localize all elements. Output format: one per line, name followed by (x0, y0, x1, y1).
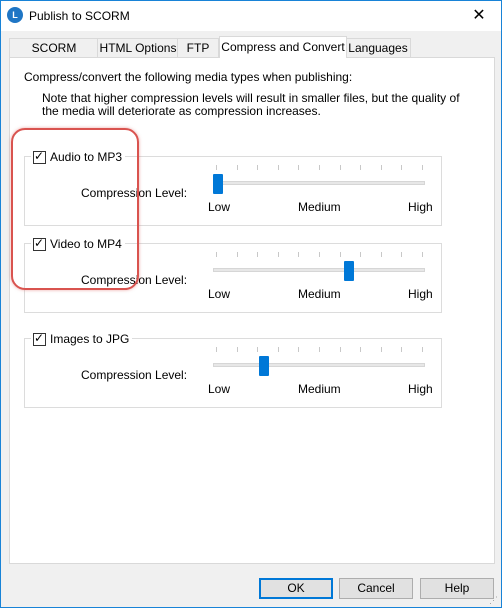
slider-tick (340, 165, 341, 170)
images-checkbox-row[interactable] (31, 331, 132, 347)
slider-tick (216, 252, 217, 257)
slider-tick (401, 252, 402, 257)
slider-tick (278, 165, 279, 170)
slider-tick (319, 165, 320, 170)
slider-tick (237, 165, 238, 170)
slider-track (213, 268, 425, 272)
scale-high: High (408, 200, 433, 214)
slider-tick (237, 252, 238, 257)
slider-tick (257, 165, 258, 170)
slider-ticks (213, 165, 425, 171)
tab-languages[interactable]: Languages (345, 38, 411, 57)
slider-tick (360, 252, 361, 257)
slider-tick (422, 347, 423, 352)
tab-scorm-options[interactable]: SCORM (9, 38, 99, 57)
slider-thumb[interactable] (344, 261, 354, 281)
intro-text: Compress/convert the following media types when publishing: (24, 70, 353, 84)
slider-tick (298, 252, 299, 257)
slider-tick (340, 252, 341, 257)
audio-label: Audio to MP3 (50, 150, 123, 164)
tab-compress-and-convert[interactable]: Compress and Convert (219, 36, 347, 58)
images-compression-slider[interactable] (213, 347, 425, 377)
scale-medium: Medium (298, 200, 341, 214)
video-level-label: Compression Level: (81, 273, 188, 287)
slider-tick (278, 347, 279, 352)
audio-compression-slider[interactable] (213, 165, 425, 195)
close-icon[interactable]: ✕ (472, 7, 486, 24)
checkmark-icon: ✓ (34, 330, 45, 345)
scale-high: High (408, 382, 433, 396)
slider-tick (381, 347, 382, 352)
images-level-label: Compression Level: (81, 368, 188, 382)
checkmark-icon: ✓ (34, 235, 45, 250)
slider-tick (257, 347, 258, 352)
app-icon: L (7, 7, 23, 23)
slider-track (213, 363, 425, 367)
compression-note: Note that higher compression levels will result in smaller files, but the quality of the media will deteriorate as compression increases. (42, 91, 460, 118)
slider-ticks (213, 252, 425, 258)
audio-scale (208, 200, 436, 214)
scale-low: Low (208, 200, 231, 214)
help-button[interactable]: Help (420, 578, 494, 599)
checkmark-icon: ✓ (34, 148, 45, 163)
cancel-button[interactable]: Cancel (339, 578, 413, 599)
video-label: Video to MP4 (50, 237, 122, 251)
annotation-highlight (11, 128, 139, 290)
tab-ftp[interactable]: FTP (177, 38, 219, 57)
slider-track (213, 181, 425, 185)
slider-tick (422, 165, 423, 170)
slider-tick (278, 252, 279, 257)
slider-thumb[interactable] (213, 174, 223, 194)
images-label: Images to JPG (50, 332, 130, 346)
slider-tick (340, 347, 341, 352)
slider-tick (381, 165, 382, 170)
ok-button[interactable]: OK (259, 578, 333, 599)
images-scale (208, 382, 436, 396)
slider-tick (216, 347, 217, 352)
video-scale (208, 287, 436, 301)
slider-tick (360, 165, 361, 170)
audio-level-label: Compression Level: (81, 186, 188, 200)
video-compression-slider[interactable] (213, 252, 425, 282)
slider-tick (298, 347, 299, 352)
images-group (24, 330, 442, 408)
slider-tick (360, 347, 361, 352)
title-bar (1, 1, 501, 31)
slider-tick (319, 252, 320, 257)
slider-thumb[interactable] (259, 356, 269, 376)
slider-tick (237, 347, 238, 352)
scale-low: Low (208, 382, 231, 396)
scale-high: High (408, 287, 433, 301)
slider-tick (381, 252, 382, 257)
slider-tick (319, 347, 320, 352)
resize-grip-icon[interactable]: ⋰ (489, 595, 498, 605)
scale-medium: Medium (298, 382, 341, 396)
tab-bar (9, 36, 493, 58)
slider-tick (257, 252, 258, 257)
window-title: Publish to SCORM (29, 9, 130, 23)
scale-medium: Medium (298, 287, 341, 301)
slider-tick (216, 165, 217, 170)
slider-tick (298, 165, 299, 170)
slider-tick (401, 165, 402, 170)
slider-ticks (213, 347, 425, 353)
slider-tick (422, 252, 423, 257)
images-checkbox[interactable] (33, 330, 46, 346)
tab-html-options[interactable]: HTML Options (97, 38, 179, 57)
slider-tick (401, 347, 402, 352)
scale-low: Low (208, 287, 231, 301)
